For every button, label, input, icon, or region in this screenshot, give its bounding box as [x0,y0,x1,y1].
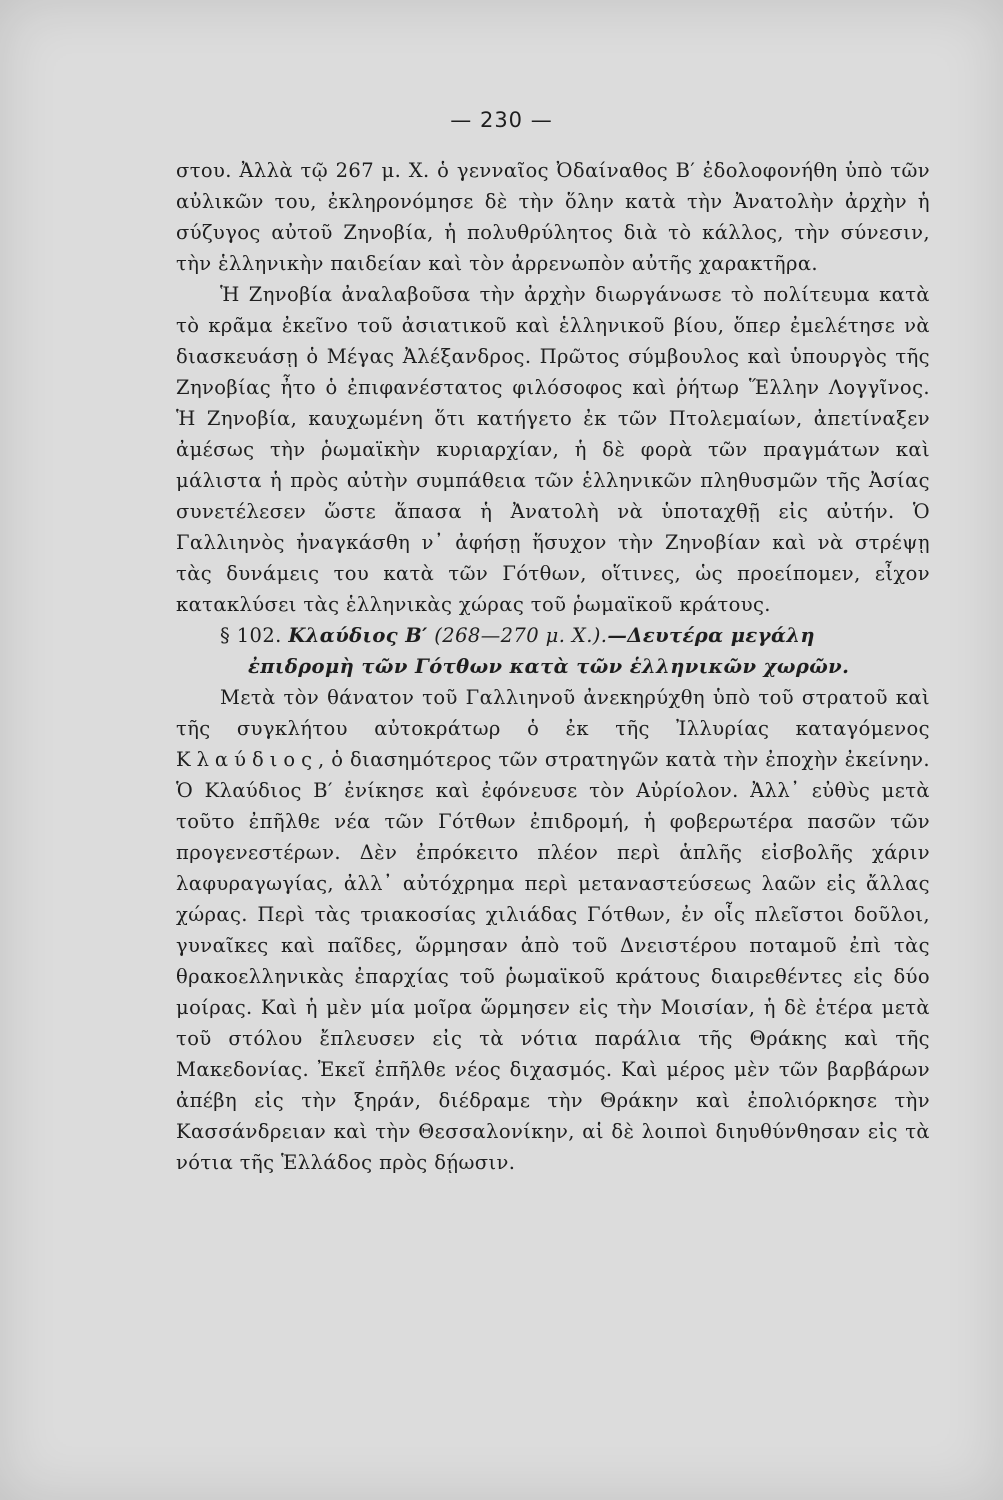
page-number: — 230 — [450,108,553,132]
section-title-line2: ἐπιδρομὴ τῶν Γότθων κατὰ τῶν ἑλληνικῶν χωρῶν. [248,655,850,678]
section-emperor: Κλαύδιος Β′ [288,624,428,647]
paragraph-zenobia: Ἡ Ζηνοβία ἀναλαβοῦσα τὴν ἀρχὴν διωργάνωσε τὸ πολίτευμα κατὰ τὸ κρᾶμα ἐκεῖνο τοῦ ἀσιατικοῦ καὶ ἑλληνικοῦ βίου, ὅπερ ἐμελέτησε νὰ διασκευάσῃ ὁ Μέγας Ἀλέξανδρος. Πρῶτος σύμβουλος καὶ ὑπουργὸς τῆς Ζηνοβίας ἦτο ὁ ἐπιφανέστατος φιλόσοφος καὶ ῥήτωρ Ἕλλην Λογγῖνος. Ἡ Ζηνοβία, καυχωμένη ὅτι κατήγετο ἐκ τῶν Πτολεμαίων, ἀπετίναξεν ἀμέσως τὴν ῥωμαϊκὴν κυριαρχίαν, ἡ δὲ φορὰ τῶν πραγμάτων καὶ μάλιστα ἡ πρὸς αὐτὴν συμπάθεια τῶν ἑλληνικῶν πληθυσμῶν τῆς Ἀσίας συνετέλεσεν ὥστε ἅπασα ἡ Ἀνατολὴ νὰ ὑποταχθῇ εἰς αὐτήν. Ὁ Γαλλιηνὸς ἠναγκάσθη ν᾽ ἀφήσῃ ἥσυχον τὴν Ζηνοβίαν καὶ νὰ στρέψῃ τὰς δυνάμεις του κατὰ τῶν Γότθων, οἵτινες, ὡς προείπομεν, εἶχον κατακλύσει τὰς ἑλληνικὰς χώρας τοῦ ῥωμαϊκοῦ κράτους. [176,283,930,616]
body-text [176,155,930,1178]
section-dates: (268—270 μ. Χ.). [434,624,608,647]
section-number: § 102. [220,624,282,647]
section-heading [176,620,930,651]
claudius-name-spaced: Κλαύδιος [176,748,318,771]
section-title-line1: —Δευτέρα μεγάλη [607,624,816,647]
paragraph-claudius-rest: , ὁ διασημότερος τῶν στρατηγῶν κατὰ τὴν ἐποχὴν ἐκείνην. Ὁ Κλαύδιος Β′ ἐνίκησε καὶ ἐφόνευσε τὸν Αὐρίολον. Ἀλλ᾽ εὐθὺς μετὰ τοῦτο ἐπῆλθε νέα τῶν Γότθων ἐπιδρομή, ἡ φοβερωτέρα πασῶν τῶν προγενεστέρων. Δὲν ἐπρόκειτο πλέον περὶ ἁπλῆς εἰσβολῆς χάριν λαφυραγωγίας, ἀλλ᾽ αὐτόχρημα περὶ μεταναστεύσεως λαῶν εἰς ἄλλας χώρας. Περὶ τὰς τριακοσίας χιλιάδας Γότθων, ἐν οἷς πλεῖστοι δοῦλοι, γυναῖκες καὶ παῖδες, ὥρμησαν ἀπὸ τοῦ Δνειστέρου ποταμοῦ ἐπὶ τὰς θρακοελληνικὰς ἐπαρχίας τοῦ ῥωμαϊκοῦ κράτους διαιρεθέντες εἰς δύο μοίρας. Καὶ ἡ μὲν μία μοῖρα ὥρμησεν εἰς τὴν Μοισίαν, ἡ δὲ ἑτέρα μετὰ τοῦ στόλου ἔπλευσεν εἰς τὰ νότια παράλια τῆς Θράκης καὶ τῆς Μακεδονίας. Ἐκεῖ ἐπῆλθε νέος διχασμός. Καὶ μέρος μὲν τῶν βαρβάρων ἀπέβη εἰς τὴν ξηράν, διέδραμε τὴν Θράκην καὶ ἐπολιόρκησε τὴν Κασσάνδρειαν καὶ τὴν Θεσσαλονίκην, αἱ δὲ λοιποὶ διηυθύνθησαν εἰς τὰ νότια τῆς Ἑλλάδος πρὸς δῄωσιν. [176,748,930,1174]
paragraph-claudius [176,682,930,1178]
paragraph-continuation: στου. Ἀλλὰ τῷ 267 μ. Χ. ὁ γενναῖος Ὀδαίναθος Β′ ἐδολοφονήθη ὑπὸ τῶν αὐλικῶν του, ἐκληρονόμησε δὲ τὴν ὅλην κατὰ τὴν Ἀνατολὴν ἀρχὴν ἡ σύζυγος αὐτοῦ Ζηνοβία, ἡ πολυθρύλητος διὰ τὸ κάλλος, τὴν σύνεσιν, τὴν ἑλληνικὴν παιδείαν καὶ τὸν ἀρρενωπὸν αὐτῆς χαρακτῆρα. [176,159,930,275]
paragraph-claudius-start: Μετὰ τὸν θάνατον τοῦ Γαλλιηνοῦ ἀνεκηρύχθη ὑπὸ τοῦ στρατοῦ καὶ τῆς συγκλήτου αὐτοκράτωρ ὁ ἐκ τῆς Ἰλλυρίας καταγόμενος [176,686,930,740]
